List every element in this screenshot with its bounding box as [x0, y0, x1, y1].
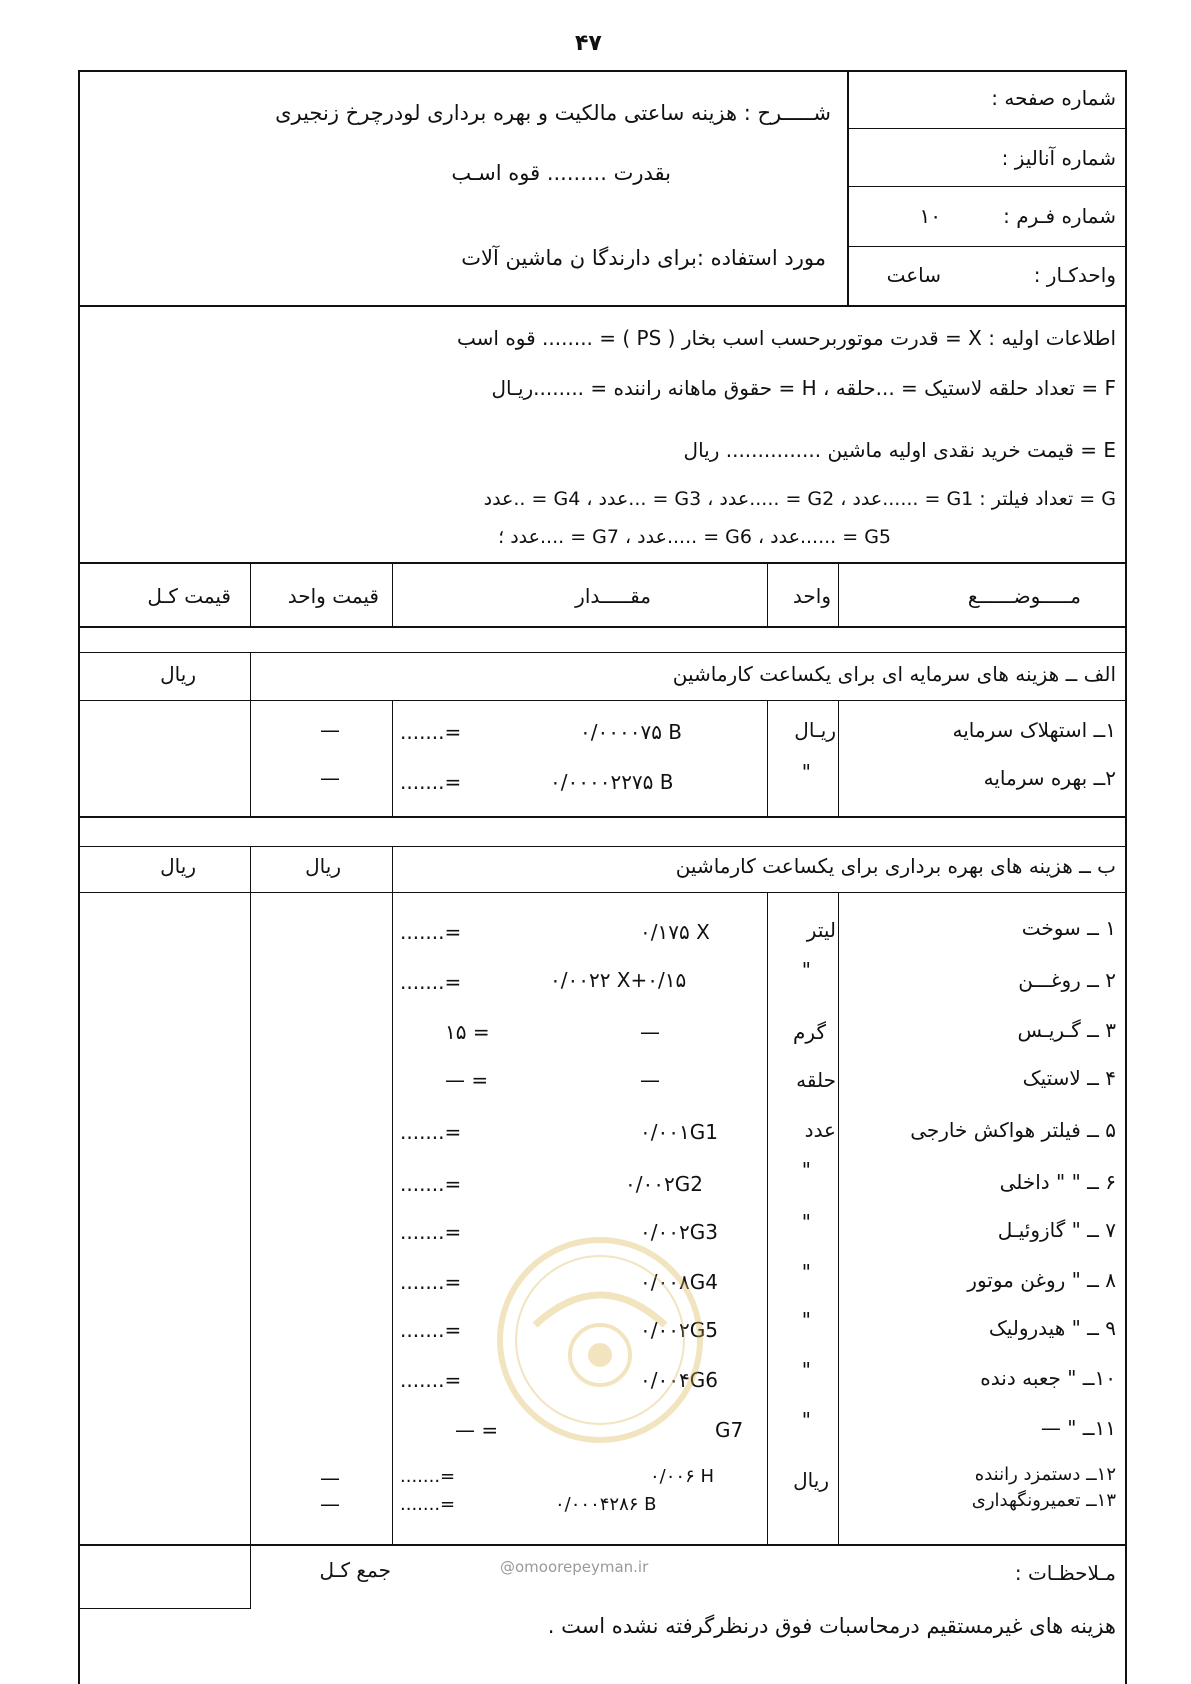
section-a-title: الف ــ هزینه های سرمایه ای برای یکساعت کارماشین [672, 662, 1116, 686]
section-a-title-bottom [78, 700, 1127, 701]
row-a1-result: .......= [400, 720, 462, 744]
column-header-subject: مـــــوضــــــع [967, 584, 1081, 608]
column-header-total-price: قیمت کـل [147, 584, 231, 608]
section-b-col-unit [838, 892, 839, 1544]
row-a2-unit-price: — [320, 766, 340, 790]
columns-bottom [78, 626, 1127, 628]
col-line-total-hdr [250, 562, 251, 626]
row-b8-subject: ۸ ــ " روغن موتور [967, 1268, 1116, 1292]
row-b9-result: .......= [400, 1318, 462, 1342]
row-b2-subject: ۲ ــ روغـــن [1018, 968, 1116, 992]
section-b-top [78, 846, 1127, 847]
section-a-top [78, 652, 1127, 653]
page-number: ۴۷ [575, 31, 602, 56]
section-a-col-qty [767, 700, 768, 816]
row-b7-subject: ۷ ــ " گازوئیـل [997, 1218, 1116, 1242]
row-b13-formula: ۰/۰۰۰۴۲۸۶ B [555, 1494, 657, 1515]
section-b-bottom [78, 1544, 1127, 1546]
row-b5-formula: ۰/۰۰۱G1 [640, 1120, 718, 1144]
row-b4-result: — = [445, 1068, 489, 1092]
section-b-unit-price-currency: ریال [305, 854, 341, 878]
section-a-col-unit [838, 700, 839, 816]
row-b3-subject: ۳ ــ گـریـس [1017, 1018, 1116, 1042]
section-b-col-qty [767, 892, 768, 1544]
row-b3-result: ۱۵ = [445, 1020, 490, 1044]
frame-right [1125, 70, 1127, 1684]
header-divider [847, 70, 849, 305]
notes-label: مـلاحظـات : [1014, 1561, 1116, 1585]
section-b-col-total [250, 892, 251, 1544]
row-b4-unit: حلقه [796, 1068, 836, 1092]
row-b2-result: .......= [400, 970, 462, 994]
work-unit-value: ساعت [886, 263, 941, 287]
grand-total-label: جمع کـل [319, 1558, 391, 1582]
info-bottom [78, 562, 1127, 564]
row-b1-subject: ۱ ــ سوخت [1021, 916, 1116, 940]
row-a1-formula: ۰/۰۰۰۰۷۵ B [580, 720, 683, 744]
row-b2-formula: ۰/۰۰۲۲ X+۰/۱۵ [550, 968, 687, 992]
row-b9-subject: ۹ ــ " هیدرولیک [988, 1316, 1116, 1340]
watermark-text: @omoorepeyman.ir [500, 1558, 649, 1576]
row-b6-formula: ۰/۰۰۲G2 [625, 1172, 703, 1196]
row-b11-unit: " [801, 1408, 811, 1432]
section-a-bottom [78, 816, 1127, 818]
basic-info-line-5: G5 = ......عدد ، G6 = .....عدد ، G7 = ....عدد ؛ [498, 526, 891, 548]
row-b8-result: .......= [400, 1270, 462, 1294]
row-b9-formula: ۰/۰۰۲G5 [640, 1318, 718, 1342]
column-header-unit-price: قیمت واحد [287, 584, 379, 608]
column-header-quantity: مقـــــدار [575, 584, 651, 608]
row-b6-result: .......= [400, 1172, 462, 1196]
col-line-uprice-hdr [392, 562, 393, 626]
row-b5-result: .......= [400, 1120, 462, 1144]
section-a-currency-box-right [250, 652, 251, 816]
row-a1-unit-price: — [320, 718, 340, 742]
row-b12-result: .......= [400, 1466, 456, 1487]
page-number-label: شماره صفحه : [991, 86, 1116, 110]
row-b13-unit-price: — [320, 1492, 340, 1516]
row-b9-unit: " [801, 1308, 811, 1332]
header-row-line-3 [847, 246, 1127, 247]
row-b6-subject: ۶ ــ " " داخلی [999, 1170, 1116, 1194]
column-header-unit: واحد [792, 584, 831, 608]
row-b12-formula: ۰/۰۰۶ H [650, 1466, 714, 1487]
col-line-qty-hdr [767, 562, 768, 626]
row-b3-formula: — [640, 1020, 660, 1044]
row-b2-unit: " [801, 958, 811, 982]
watermark-seal-icon [495, 1235, 705, 1445]
row-a2-result: .......= [400, 770, 462, 794]
row-b7-result: .......= [400, 1220, 462, 1244]
row-a1-subject: ۱ــ استهلاک سرمایه [952, 718, 1116, 742]
description-title: شـــــرح : هزینه ساعتی مالکیت و بهره برداری لودرچرخ زنجیری [275, 101, 831, 125]
basic-info-line-2: F = تعداد حلقه لاستیک = ...حلقه ، H = حقوق ماهانه راننده = ........ریـال [491, 376, 1116, 400]
section-a-col-uprice [392, 700, 393, 816]
section-b-title-bottom [78, 892, 1127, 893]
row-b10-unit: " [801, 1358, 811, 1382]
header-bottom [78, 305, 1127, 307]
row-b13-result: .......= [400, 1494, 456, 1515]
row-b11-subject: ۱۱ــ " — [1040, 1416, 1116, 1440]
usage-line: مورد استفاده :برای دارندگا ن ماشین آلات [461, 246, 826, 270]
row-b4-subject: ۴ ــ لاستیک [1022, 1066, 1116, 1090]
row-b12-subject: ۱۲ــ دستمزد راننده [974, 1464, 1116, 1485]
grand-total-box-right [250, 1544, 251, 1608]
row-b5-unit: عدد [804, 1118, 836, 1142]
section-b-title: ب ــ هزینه های بهره برداری برای یکساعت کارماشین [675, 854, 1116, 878]
row-b4-formula: — [640, 1068, 660, 1092]
row-b3-unit: گرم [793, 1020, 826, 1044]
section-b-total-currency: ریال [160, 854, 196, 878]
section-b-title-col2 [392, 846, 393, 892]
basic-info-line-3: E = قیمت خرید نقدی اولیه ماشین ............... ریال [683, 438, 1116, 462]
row-b12-unit-price: — [320, 1466, 340, 1490]
section-b-title-col1 [250, 846, 251, 892]
note-text: هزینه های غیرمستقیم درمحاسبات فوق درنظرگرفته نشده است . [547, 1614, 1116, 1638]
section-a-currency: ریال [160, 662, 196, 686]
capacity-line: بقدرت ......... قوه اسـب [451, 161, 671, 185]
header-row-line-2 [847, 186, 1127, 187]
work-unit-label: واحدکـار : [1033, 263, 1116, 287]
form-number-label: شماره فـرم : [1003, 204, 1116, 228]
row-a2-formula: ۰/۰۰۰۰۲۲۷۵ B [550, 770, 674, 794]
grand-total-box-bottom [78, 1608, 251, 1609]
header-row-line-1 [847, 128, 1127, 129]
row-a2-subject: ۲ــ بهره سرمایه [983, 766, 1116, 790]
row-a2-unit: " [801, 760, 811, 784]
row-b13-subject: ۱۳ــ تعمیرونگهداری [971, 1490, 1116, 1511]
row-b10-result: .......= [400, 1368, 462, 1392]
analysis-number-label: شماره آنالیز : [1001, 146, 1116, 170]
row-b10-subject: ۱۰ــ " جعبه دنده [980, 1366, 1116, 1390]
row-b10-formula: ۰/۰۰۴G6 [640, 1368, 718, 1392]
row-b11-formula: G7 [715, 1418, 744, 1442]
row-b7-unit: " [801, 1210, 811, 1234]
row-b6-unit: " [801, 1158, 811, 1182]
row-b8-unit: " [801, 1260, 811, 1284]
row-b12-unit: ریال [793, 1468, 829, 1492]
frame-left [78, 70, 80, 1684]
frame-top [78, 70, 1127, 72]
form-number-value: ۱۰ [919, 204, 941, 228]
row-b5-subject: ۵ ــ فیلتر هواکش خارجی [910, 1118, 1116, 1142]
row-b1-formula: ۰/۱۷۵ X [640, 920, 710, 944]
row-a1-unit: ریـال [794, 718, 836, 742]
row-b8-formula: ۰/۰۰۸G4 [640, 1270, 718, 1294]
row-b7-formula: ۰/۰۰۲G3 [640, 1220, 718, 1244]
basic-info-line-4: G = تعداد فیلتر : G1 = ......عدد ، G2 = .....عدد ، G3 = ...عدد ، G4 = ..عدد [483, 488, 1116, 510]
row-b1-unit: لیتر [806, 918, 836, 942]
section-b-col-uprice [392, 892, 393, 1544]
basic-info-line-1: اطلاعات اولیه : X = قدرت موتوربرحسب اسب بخار ( PS ) = ........ قوه اسب [457, 326, 1116, 350]
row-b11-result: — = [455, 1418, 499, 1442]
col-line-unit-hdr [838, 562, 839, 626]
row-b1-result: .......= [400, 920, 462, 944]
